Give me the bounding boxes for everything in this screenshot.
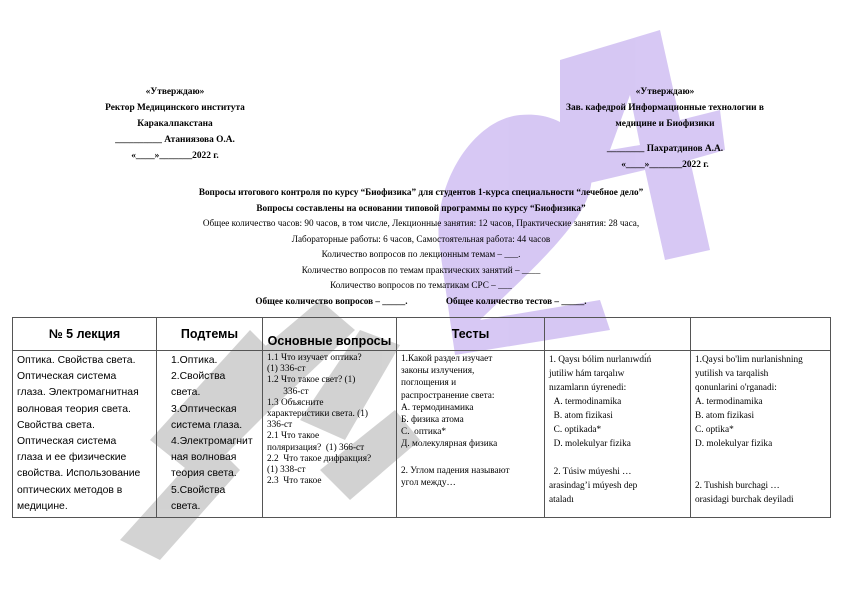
tests-kaa-cell (545, 351, 691, 518)
text-line: света. (171, 387, 201, 399)
text-line: 5.Свойства (171, 484, 226, 496)
text-line: теория света. (171, 468, 237, 480)
text-line: yutilish va tarqalish (695, 369, 769, 379)
approval-date: «____»_______2022 г. (131, 151, 219, 161)
text-line: 4.Электромагнит (171, 436, 253, 448)
text-line: (1) 338-ст (267, 465, 306, 476)
approval-signature: __________ Атаниязова О.А. (115, 135, 235, 145)
text-line: 1.1 Что изучает оптика? (267, 353, 362, 363)
text-line: свойства. Использование (17, 468, 141, 480)
subtopics-cell (157, 351, 263, 518)
text-line: 1.Какой раздел изучает (401, 354, 493, 364)
header-empty-1 (545, 318, 691, 351)
text-line: (1) 336-ст (267, 364, 306, 375)
lecture-question-count: Количество вопросов по лекционным темам – ___. (321, 249, 521, 259)
text-line: А. термодинамика (401, 402, 474, 413)
lecture-table (12, 317, 831, 518)
table-header-row (13, 318, 831, 351)
header-subtopics: Подтемы (157, 318, 263, 351)
text-line: D. molekulyar fizika (695, 439, 773, 449)
approval-date: «____»_______2022 г. (621, 160, 709, 170)
text-line: Б. физика атома (401, 415, 464, 426)
header-empty-2 (691, 318, 831, 351)
text-line: 2.1 Что такое (267, 431, 320, 442)
text-line: оптических методов в (17, 484, 123, 496)
totals-line (80, 294, 762, 310)
text-line: света. (171, 500, 201, 512)
approval-position-cont: медицине и Биофизики (615, 119, 715, 129)
text-line: 1.2 Что такое свет? (1) (267, 375, 356, 386)
spacer (695, 451, 826, 465)
approval-title: «Утверждаю» (145, 87, 205, 97)
text-line: глаза и ее физические (17, 452, 127, 464)
spacer (549, 451, 686, 465)
header-lecture: № 5 лекция (13, 318, 157, 351)
text-line: 2. Tushish burchagi … (695, 481, 780, 491)
text-line: распространение света: (401, 390, 495, 401)
approval-position: Ректор Медицинского института (105, 103, 245, 113)
text-line: законы излучения, (401, 366, 475, 377)
hours-line-1: Общее количество часов: 90 часов, в том числе, Лекционные занятия: 12 часов, Практические занятия: 28 часа, (202, 218, 640, 228)
text-line: jutiliw hám tarqalıw (549, 369, 625, 379)
hours-line-2: Лабораторные работы: 6 часов, Самостоятельная работа: 44 часов (291, 233, 551, 244)
text-line: 1.Оптика. (171, 355, 218, 366)
text-line: угол между… (401, 477, 456, 488)
text-line: 2.3 Что такое (267, 476, 322, 487)
text-line: 2.2 Что такое дифракция? (267, 453, 372, 464)
text-line: волновая теория света. (17, 403, 131, 415)
text-line: Оптическая система (17, 436, 117, 448)
text-line: глаза. Электромагнитная (17, 387, 139, 399)
table-row (13, 351, 831, 518)
text-line: D. molekulyar fizika (549, 439, 631, 449)
approval-title: «Утверждаю» (635, 87, 695, 97)
text-line: qonunlarini o'rganadi: (695, 383, 777, 393)
text-line: Д. молекулярная физика (401, 439, 498, 450)
text-line: C. optika* (695, 425, 734, 435)
text-line: поглощения и (401, 378, 457, 389)
text-line: поляризация? (1) 366-ст (267, 442, 365, 453)
text-line: 1.3 Объясните (267, 397, 324, 408)
spacer (401, 451, 540, 465)
text-line: Оптика. Свойства света. (17, 355, 136, 366)
total-questions: Общее количество вопросов – _____. (255, 295, 408, 306)
approval-signature: ________ Пахратдинов А.А. (606, 144, 724, 154)
approval-block-left (70, 84, 280, 164)
text-line: система глаза. (171, 419, 243, 431)
approval-position-cont: Каракалпакстана (137, 119, 213, 129)
text-line: C. optikada* (549, 425, 602, 435)
approval-spacer (540, 132, 790, 141)
text-line: A. termodinamika (695, 397, 763, 407)
tests-uz-cell (691, 351, 831, 518)
text-line: A. termodinamika (549, 397, 622, 407)
text-line: медицине. (17, 500, 68, 512)
text-line: 2. Углом падения называют (401, 465, 510, 476)
tests-ru-cell (397, 351, 545, 518)
text-line: 336-ст (267, 420, 293, 431)
spacer (695, 465, 826, 479)
text-line: ataladı (549, 495, 574, 505)
document-subtitle: Вопросы составлены на основании типовой программы по курсу “Биофизика” (256, 202, 586, 213)
text-line: nızamların úyrenedi: (549, 383, 627, 393)
text-line: B. atom fizikasi (549, 411, 613, 421)
text-line: B. atom fizikasi (695, 411, 755, 421)
total-tests: Общее количество тестов – _____. (445, 295, 587, 306)
header-main-questions: Основные вопросы (263, 318, 397, 351)
text-line: С. оптика* (401, 427, 446, 438)
approval-block-right (540, 84, 790, 173)
srs-question-count: Количество вопросов по тематикам СРС – ___ (330, 280, 512, 290)
practical-question-count: Количество вопросов по темам практических занятий – ____ (301, 264, 541, 275)
approval-position: Зав. кафедрой Информационные технологии в (566, 103, 764, 113)
text-line: orasidagi burchak deyiladi (695, 495, 794, 505)
text-line: Оптическая система (17, 371, 117, 383)
lecture-topic-cell (13, 351, 157, 518)
text-line: Свойства света. (17, 419, 95, 431)
text-line: 336-ст (267, 386, 309, 397)
text-line: 3.Оптическая (171, 403, 237, 415)
document-title: Вопросы итогового контроля по курсу “Биофизика” для студентов 1-курса специальности “лечебное дело” (198, 187, 644, 197)
text-line: ная волновая (171, 452, 237, 464)
main-questions-cell (263, 351, 397, 518)
text-line: 2.Свойства (171, 371, 226, 383)
text-line: характеристики света. (1) (267, 409, 368, 420)
text-line: arasindag’i múyesh dep (549, 481, 638, 491)
text-line: 1.Qaysi bo'lim nurlanishning (695, 355, 803, 365)
header-tests: Тесты (397, 318, 545, 351)
document-header (80, 185, 762, 309)
text-line: 2. Túsiw múyeshi … (549, 467, 632, 477)
text-line: 1. Qaysı bólim nurlanıwdı́ń (549, 355, 652, 365)
